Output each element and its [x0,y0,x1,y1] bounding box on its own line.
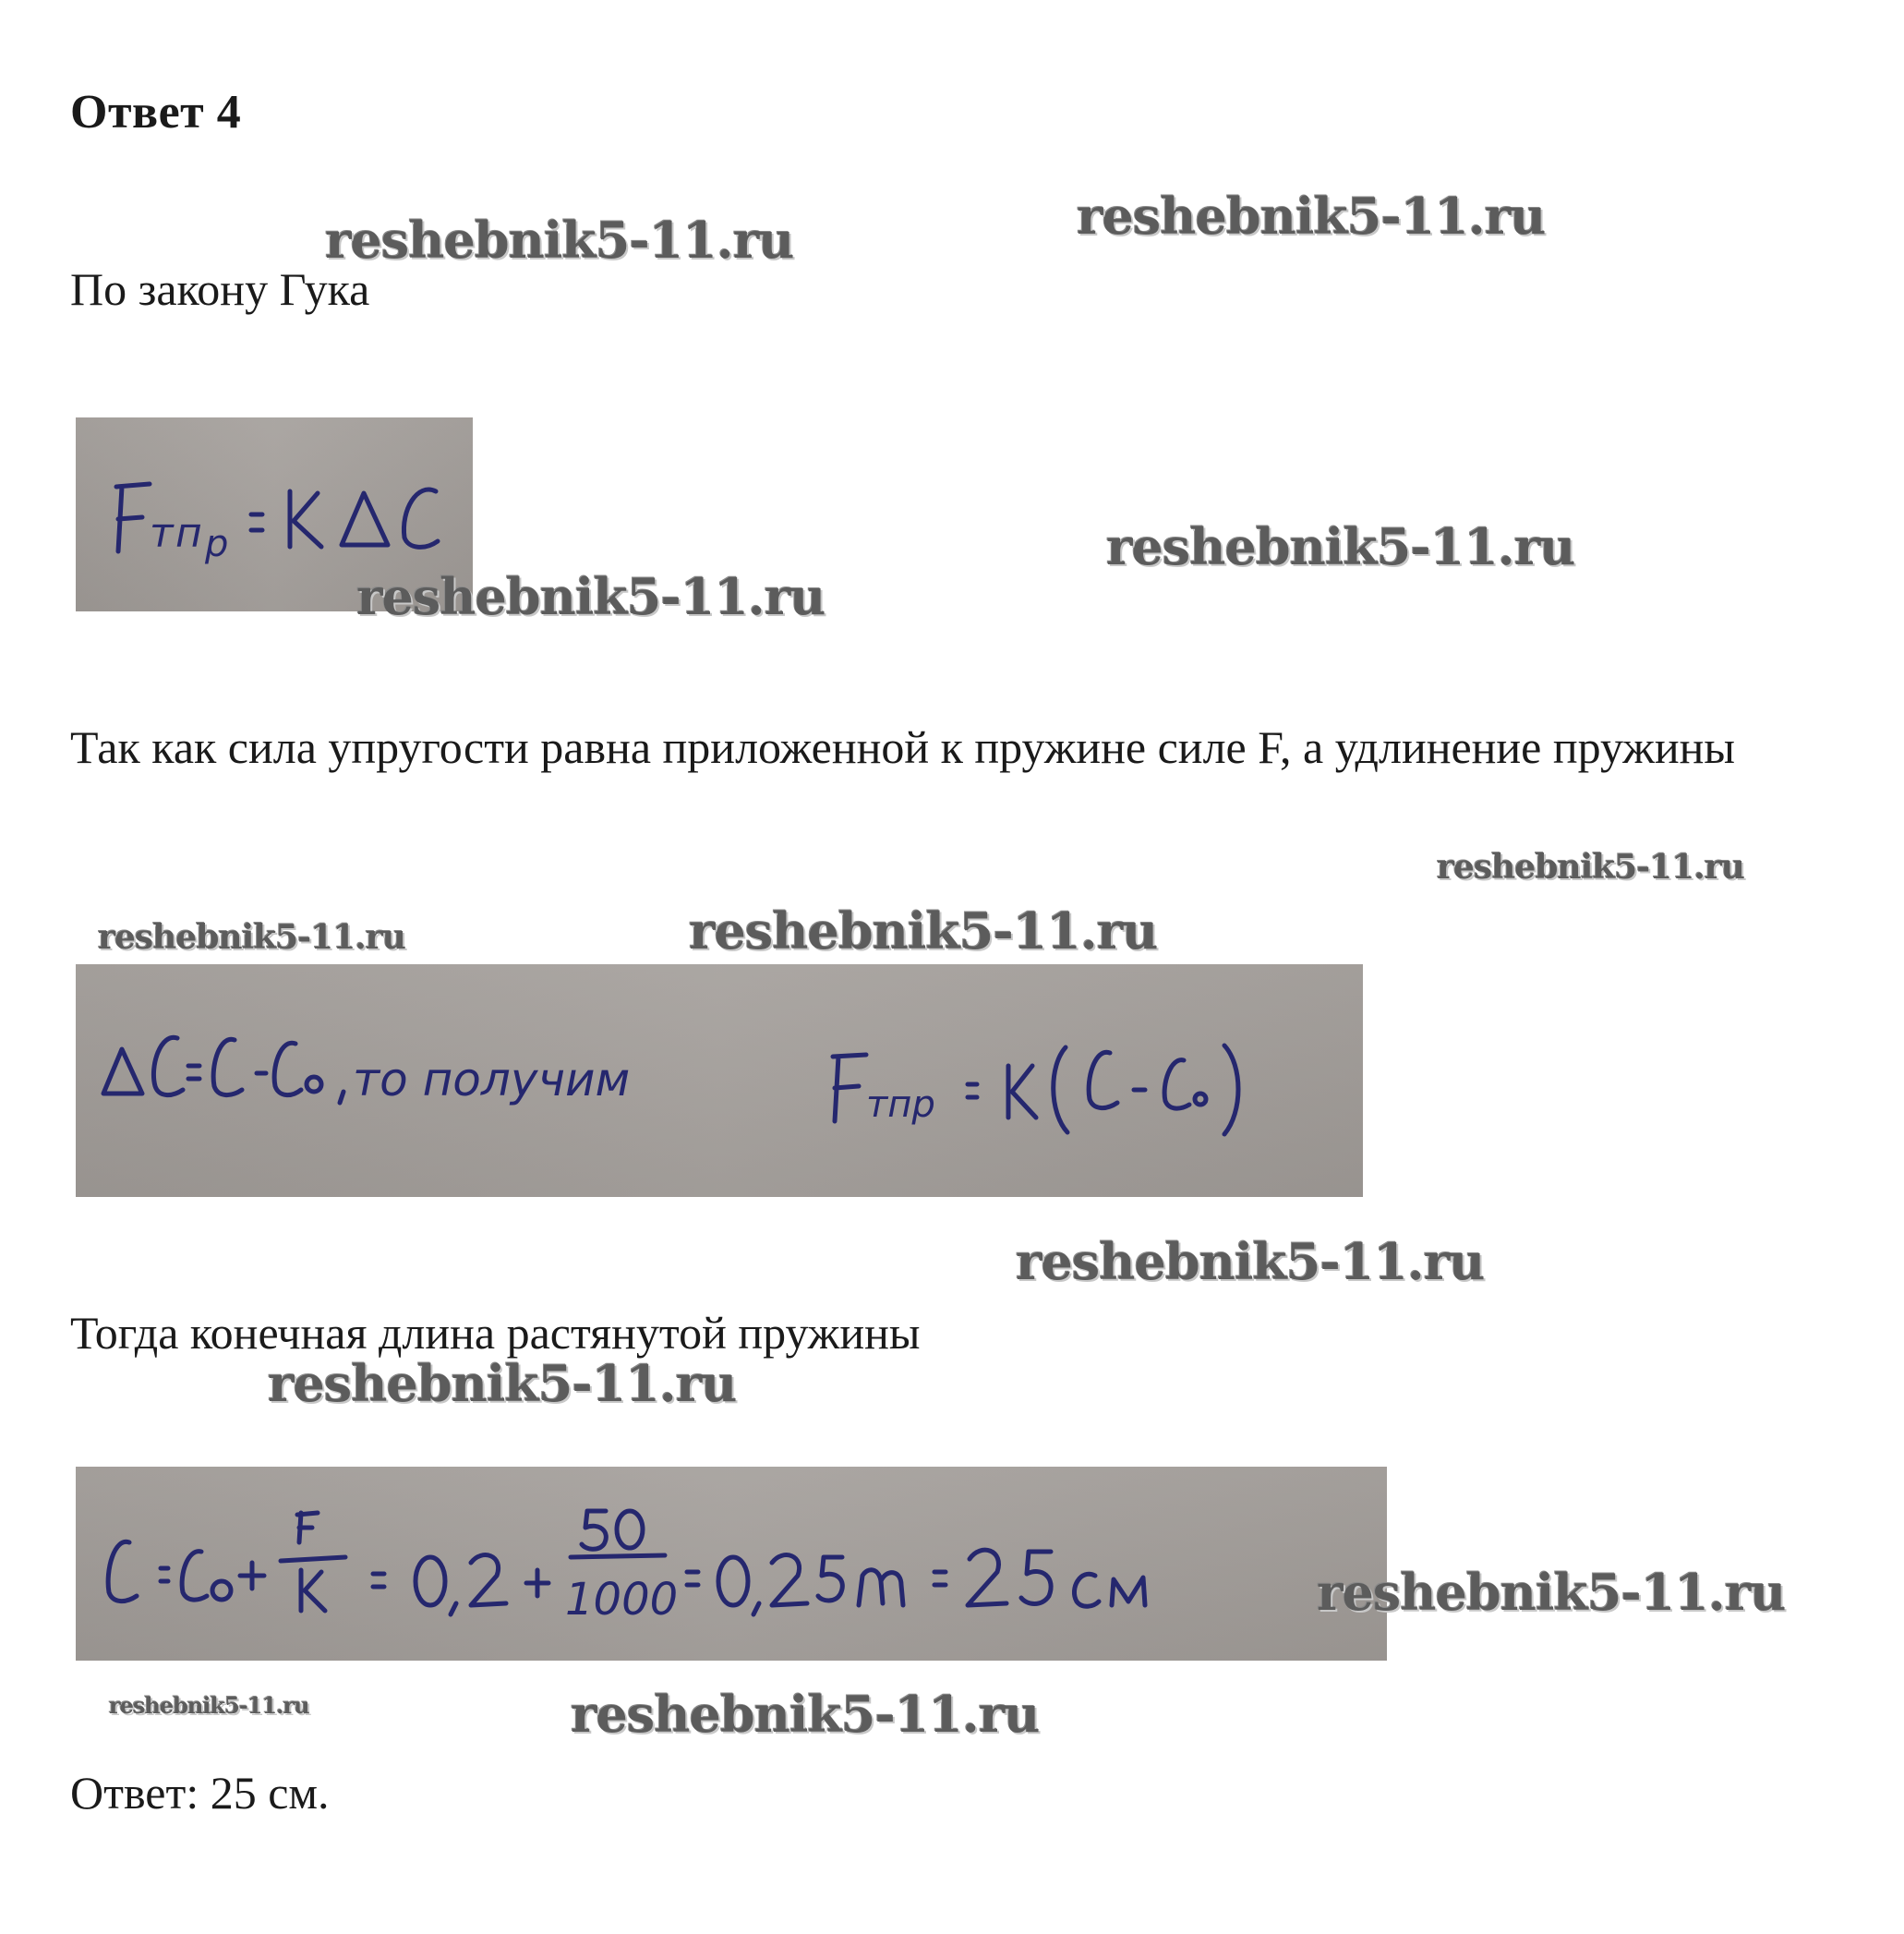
svg-text:то получим: то получим [353,1053,631,1106]
handwritten-formula-elongation [76,964,1363,1197]
svg-text:тпр: тпр [866,1083,935,1126]
handwritten-formula-final-length [76,1467,1387,1661]
paragraph-then: Тогда конечная длина растянутой пружины [70,1307,921,1359]
watermark: reshebnik5-11.ru [268,1354,737,1413]
watermark: reshebnik5-11.ru [1437,848,1744,887]
svg-text:р: р [205,523,229,565]
watermark: reshebnik5-11.ru [1106,517,1575,576]
answer-heading: Ответ 4 [70,86,242,139]
watermark: reshebnik5-11.ru [571,1685,1040,1744]
watermark: reshebnik5-11.ru [1016,1232,1485,1291]
paragraph-since: Так как сила упругости равна приложенной к пружине силе F, а удлинение пружины [70,721,1735,773]
watermark: reshebnik5-11.ru [689,901,1158,961]
paragraph-hooke-law: По закону Гука [70,263,370,315]
watermark: reshebnik5-11.ru [1317,1563,1786,1622]
watermark: reshebnik5-11.ru [98,918,405,957]
svg-text:1000: 1000 [565,1574,679,1626]
final-answer: Ответ: 25 см. [70,1767,330,1819]
watermark: reshebnik5-11.ru [325,211,794,270]
svg-text:т: т [150,510,174,557]
watermark: reshebnik5-11.ru [1077,187,1546,246]
svg-text:п: п [175,510,202,557]
watermark: reshebnik5-11.ru [356,567,825,626]
watermark: reshebnik5-11.ru [109,1692,309,1719]
